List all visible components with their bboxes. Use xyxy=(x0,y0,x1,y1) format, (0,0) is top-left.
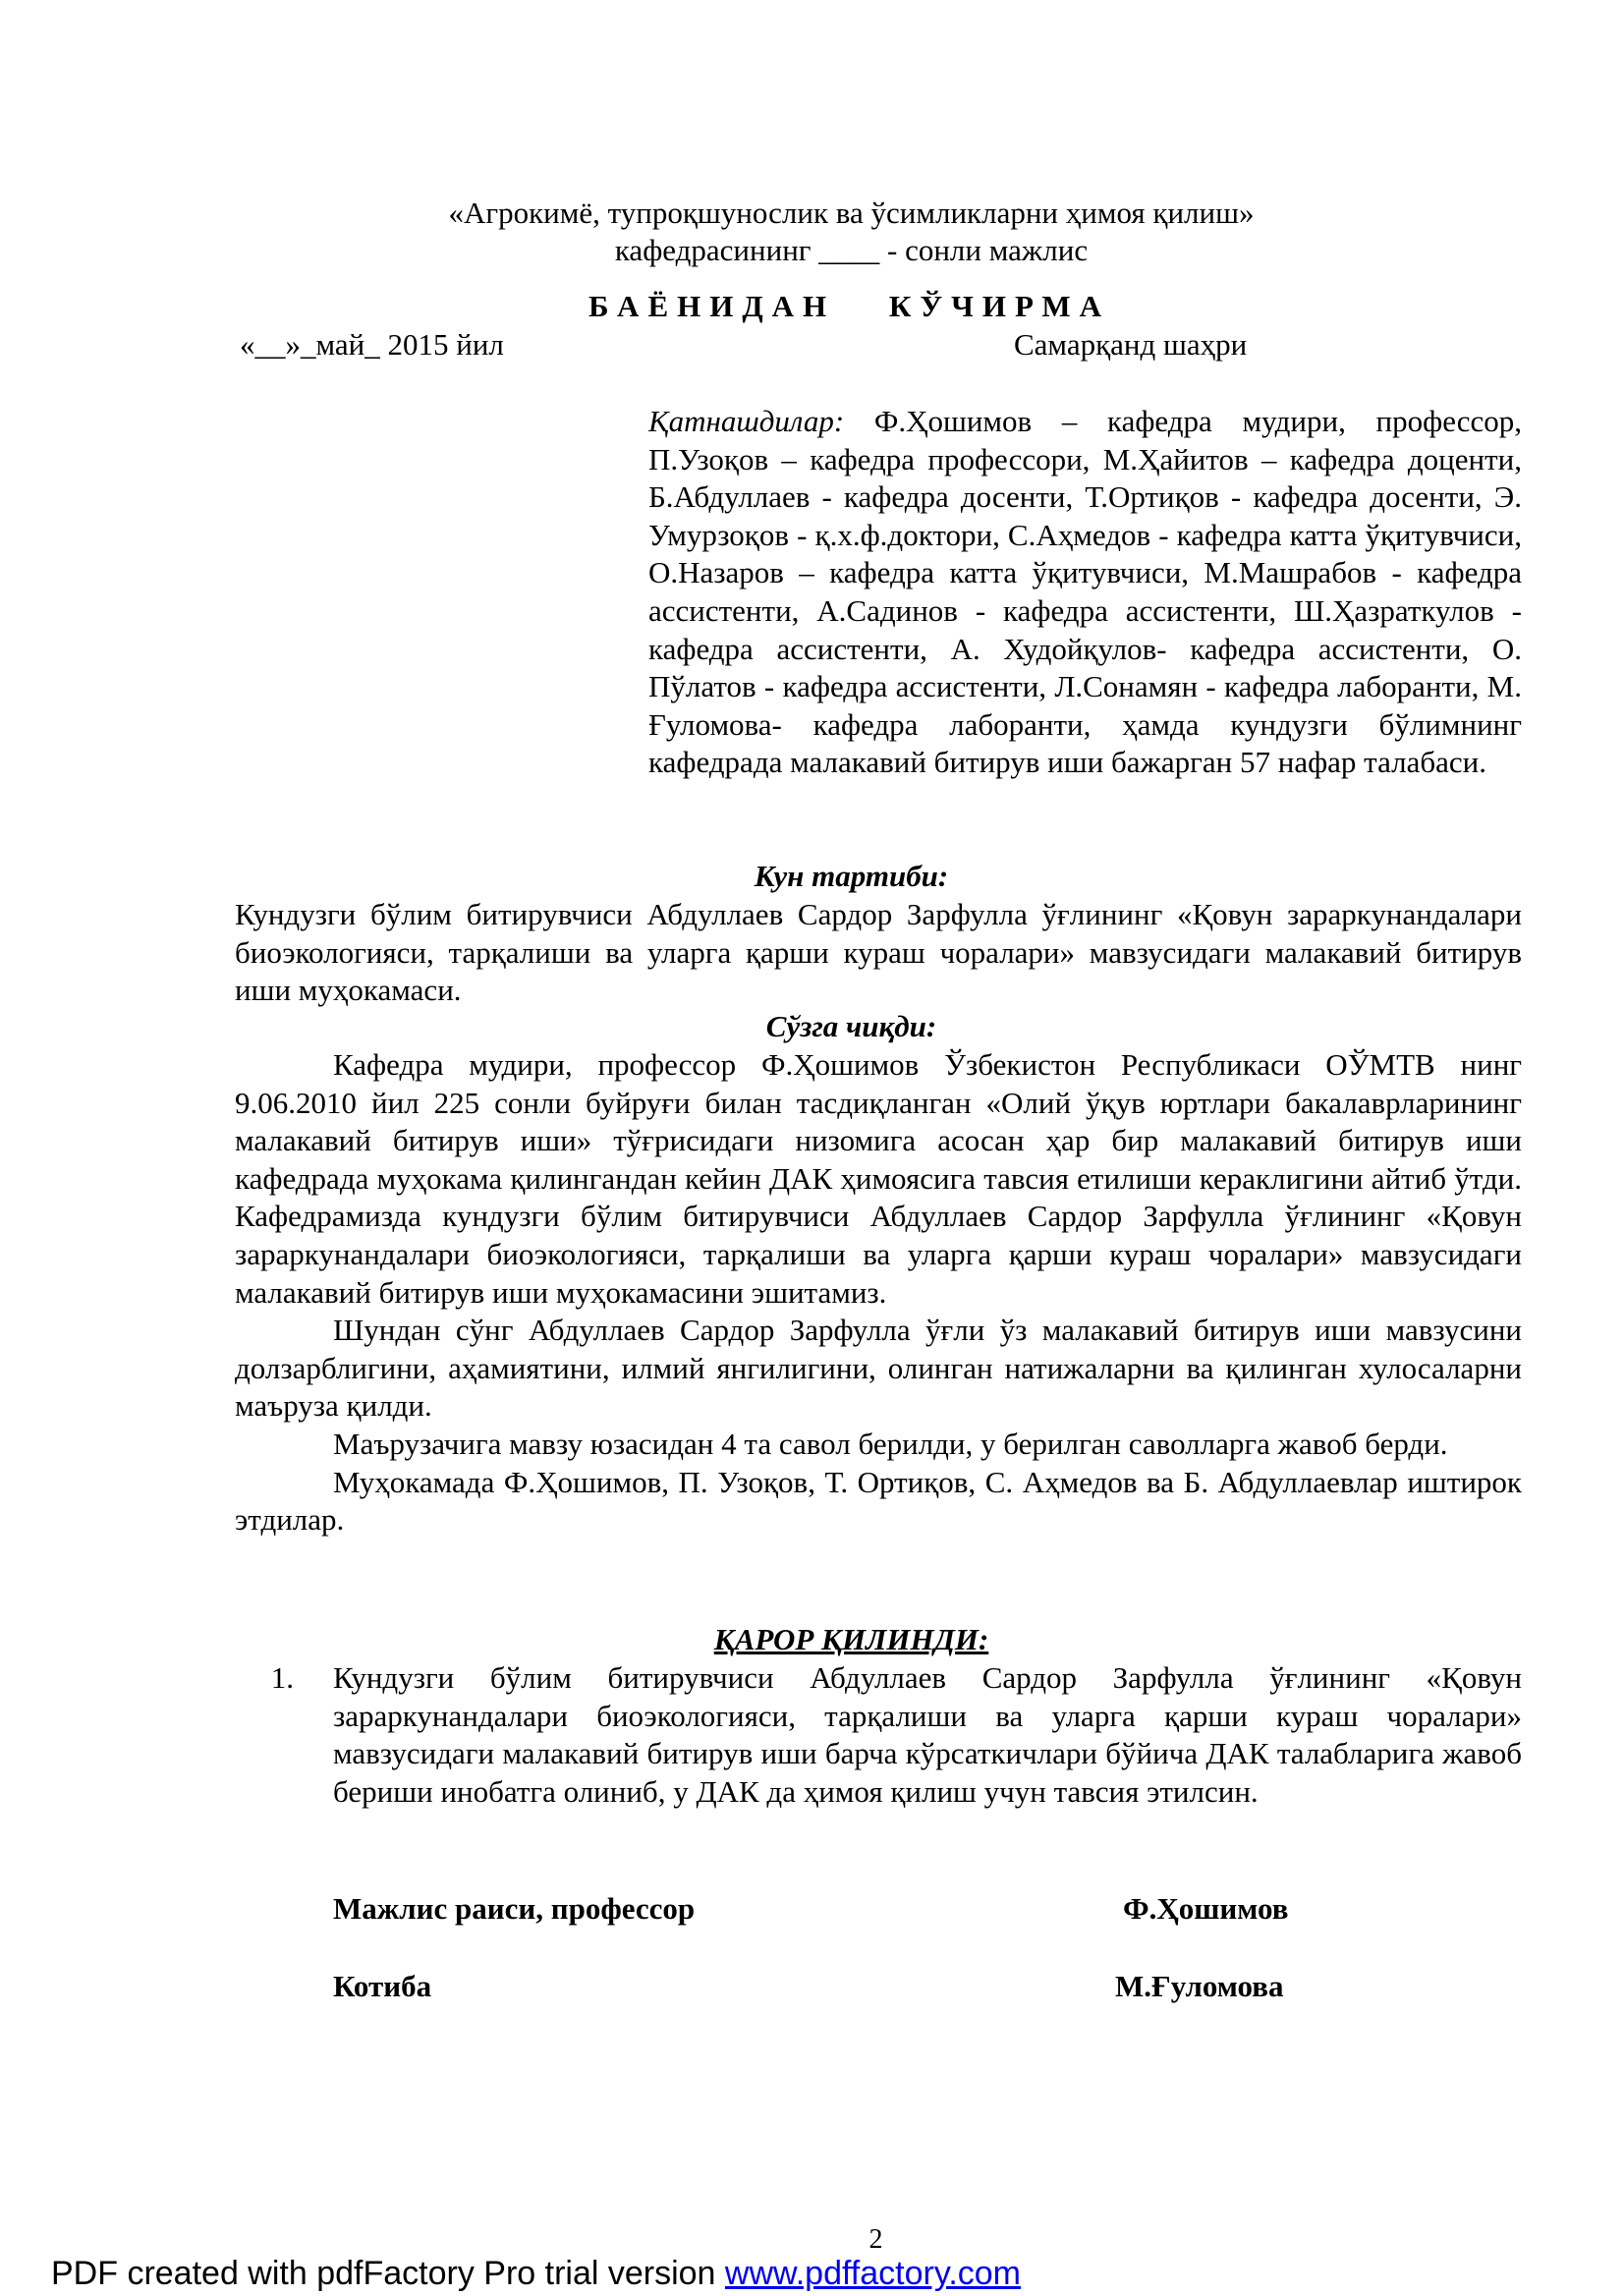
decision-item xyxy=(235,1659,1522,1811)
spoke-block xyxy=(235,1046,1522,1540)
footer-link[interactable]: www.pdffactory.com xyxy=(724,2255,1021,2292)
decision-number: 1. xyxy=(270,1660,294,1695)
meeting-line: кафедрасининг ____ - сонли мажлис xyxy=(614,233,1089,267)
decision-heading: ҚАРОР ҚИЛИНДИ: xyxy=(713,1622,989,1656)
spoke-paragraph: Муҳокамада Ф.Ҳошимов, П. Узоқов, Т. Ортиқов, С. Аҳмедов ва Б. Абдуллаевлар иштирок этдилар. xyxy=(235,1464,1522,1538)
participants-text: Ф.Ҳошимов – кафедра мудири, профессор, П.Узоқов – кафедра профессори, М.Ҳайитов – кафедра доценти, Б.Абдуллаев - кафедра досенти, Т.Ортиқов - кафедра досенти, Э. Умурзоқов - қ.х.ф.доктори, С.Аҳмедов - кафедра катта ўқитувчиси, О.Назаров – кафедра катта ўқитувчиси, М.Машрабов - кафедра ассистенти, А.Садинов - кафедра ассистенти, Ш.Ҳазраткулов - кафедра ассистенти, А. Худойқулов- кафедра ассистенти, О. Пўлатов - кафедра ассистенти, Л.Сонамян - кафедра лаборанти, М. Ғуломова- кафедра лаборанти, ҳамда кундузги бўлимнинг кафедрада малакавий битирув иши бажарган 57 нафар талабаси. xyxy=(648,404,1522,780)
footer-text: PDF created with pdfFactory Pro trial version xyxy=(51,2255,725,2292)
document-title: БАЁНИДАН КЎЧИРМА xyxy=(588,289,1111,323)
meeting-city: Самарқанд шаҳри xyxy=(1014,327,1248,362)
agenda-heading: Кун тартиби: xyxy=(754,859,949,893)
participants-lead: Қатнашдилар: xyxy=(648,404,845,438)
spoke-paragraph: Кафедра мудири, профессор Ф.Ҳошимов Ўзбекистон Республикаси ОЎМТВ нинг 9.06.2010 йил 225 сонли буйруғи билан тасдиқланган «Олий ўқув юртлари бакалаврларининг малакавий битирув иши» тўғрисидаги низомига асосан ҳар бир малакавий битирув иши кафедрада муҳокама қилингандан кейин ДАК ҳимоясига тавсия етилиши кераклигини айтиб ўтди. Кафедрамизда кундузги бўлим битирувчиси Абдуллаев Сардор Зарфулла ўғлининг «Қовун зараркунандалари биоэкологияси, тарқалиши ва уларга қарши кураш чоралари» мавзусидаги малакавий битирув иши муҳокамасини эшитамиз. xyxy=(235,1047,1522,1310)
pdf-footer xyxy=(51,2254,1021,2293)
decision-text: Кундузги бўлим битирувчиси Абдуллаев Сардор Зарфулла ўғлининг «Қовун зараркунандалари биоэкологияси, тарқалиши ва уларга қарши кураш чоралари» мавзусидаги малакавий битирув иши барча кўрсаткичлари бўйича ДАК талабларига жавоб бериши инобатга олиниб, у ДАК да ҳимоя қилиш учун тавсия этилсин. xyxy=(333,1660,1522,1809)
participants-block xyxy=(648,403,1522,782)
chair-label: Мажлис раиси, профессор xyxy=(333,1891,696,1926)
meeting-date: «__»_май_ 2015 йил xyxy=(240,327,504,362)
chair-name: Ф.Ҳошимов xyxy=(1123,1891,1289,1926)
secretary-name: М.Ғуломова xyxy=(1115,1969,1284,2003)
decision-list xyxy=(235,1659,1522,1811)
department-line: «Агрокимё, тупроқшунослик ва ўсимликларни ҳимоя қилиш» xyxy=(448,196,1255,230)
agenda-text: Кундузги бўлим битирувчиси Абдуллаев Сардор Зарфулла ўғлининг «Қовун зараркунандалари биоэкологияси, тарқалиши ва уларга қарши кураш чоралари» мавзусидаги малакавий битирув иши муҳокамаси. xyxy=(235,897,1522,1008)
spoke-heading: Сўзга чиқди: xyxy=(765,1009,937,1043)
spoke-paragraph: Маърузачига мавзу юзасидан 4 та савол берилди, у берилган саволларга жавоб берди. xyxy=(333,1426,1448,1461)
page-number: 2 xyxy=(868,2224,883,2255)
secretary-label: Котиба xyxy=(333,1969,432,2003)
spoke-paragraph: Шундан сўнг Абдуллаев Сардор Зарфулла ўғли ўз малакавий битирув иши мавзусини долзарблигини, аҳамиятини, илмий янгилигини, олинган натижаларни ва қилинган хулосаларни маъруза қилди. xyxy=(235,1313,1522,1424)
